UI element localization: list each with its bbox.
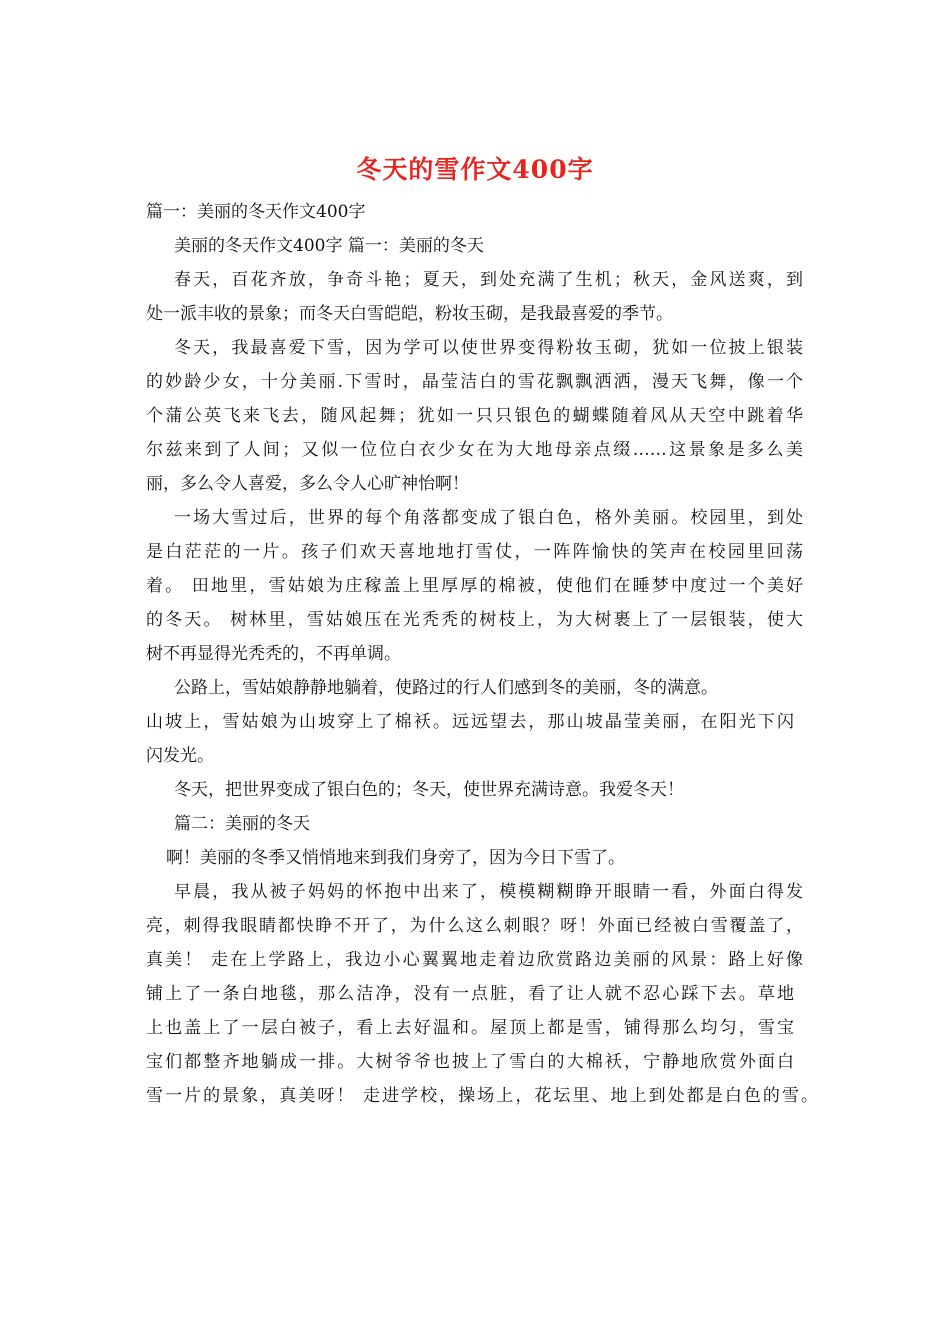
text-line: 美丽的冬天作文400字 篇一：美丽的冬天 xyxy=(174,236,484,256)
text-line: 着。 田地里，雪姑娘为庄稼盖上里厚厚的棉被，使他们在睡梦中度过一个美好 xyxy=(146,576,803,596)
text-line: 一场大雪过后，世界的每个角落都变成了银白色，格外美丽。校园里，到处 xyxy=(174,508,803,528)
document-title: 冬天的雪作文400字 xyxy=(356,155,594,184)
text-line: 真美！ 走在上学路上，我边小心翼翼地走着边欣赏路边美丽的风景：路上好像 xyxy=(146,950,803,970)
text-line: 闪发光。 xyxy=(146,746,214,766)
text-line: 铺上了一条白地毯，那么洁净，没有一点脏，看了让人就不忍心踩下去。草地 xyxy=(146,984,794,1004)
text-line: 的冬天。 树林里，雪姑娘压在光秃秃的树枝上，为大树裹上了一层银装，使大 xyxy=(146,610,803,630)
text-line: 树不再显得光秃秃的，不再单调。 xyxy=(146,644,401,664)
text-line: 春天，百花齐放，争奇斗艳；夏天，到处充满了生机；秋天，金风送爽，到 xyxy=(174,270,803,290)
text-line: 冬天，我最喜爱下雪，因为学可以使世界变得粉妆玉砌，犹如一位披上银装 xyxy=(174,338,803,358)
text-line: 宝们都整齐地躺成一排。大树爷爷也披上了雪白的大棉袄，宁静地欣赏外面白 xyxy=(146,1052,794,1072)
text-line: 山坡上，雪姑娘为山坡穿上了棉袄。远远望去，那山坡晶莹美丽，在阳光下闪 xyxy=(146,712,794,732)
section-heading: 篇二：美丽的冬天 xyxy=(174,814,310,834)
text-line: 亮，刺得我眼睛都快睁不开了，为什么这么刺眼？呀！外面已经被白雪覆盖了， xyxy=(146,916,803,936)
text-line: 上也盖上了一层白被子，看上去好温和。屋顶上都是雪，铺得那么均匀，雪宝 xyxy=(146,1018,794,1038)
text-line: 啊！美丽的冬季又悄悄地来到我们身旁了，因为今日下雪了。 xyxy=(166,848,625,868)
text-line: 个蒲公英飞来飞去，随风起舞；犹如一只只银色的蝴蝶随着风从天空中跳着华 xyxy=(146,406,803,426)
text-line: 公路上，雪姑娘静静地躺着，使路过的行人们感到冬的美丽，冬的满意。 xyxy=(174,678,718,698)
text-line: 是白茫茫的一片。孩子们欢天喜地地打雪仗，一阵阵愉快的笑声在校园里回荡 xyxy=(146,542,803,562)
text-line: 处一派丰收的景象；而冬天白雪皑皑，粉妆玉砌，是我最喜爱的季节。 xyxy=(146,304,673,324)
text-line: 的妙龄少女，十分美丽.下雪时，晶莹洁白的雪花飘飘洒洒，漫天飞舞，像一个 xyxy=(146,372,803,392)
text-line: 冬天，把世界变成了银白色的；冬天，使世界充满诗意。我爱冬天！ xyxy=(174,780,684,800)
text-line: 篇一：美丽的冬天作文400字 xyxy=(146,202,366,222)
text-line: 丽，多么令人喜爱，多么令人心旷神怡啊！ xyxy=(146,474,469,494)
text-line: 雪一片的景象，真美呀！ 走进学校，操场上，花坛里、地上到处都是白色的雪。 xyxy=(146,1086,818,1106)
text-line: 尔兹来到了人间；又似一位位白衣少女在为大地母亲点缀……这景象是多么美 xyxy=(146,440,803,460)
text-line: 早晨，我从被子妈妈的怀抱中出来了，模模糊糊睁开眼睛一看，外面白得发 xyxy=(174,882,803,902)
